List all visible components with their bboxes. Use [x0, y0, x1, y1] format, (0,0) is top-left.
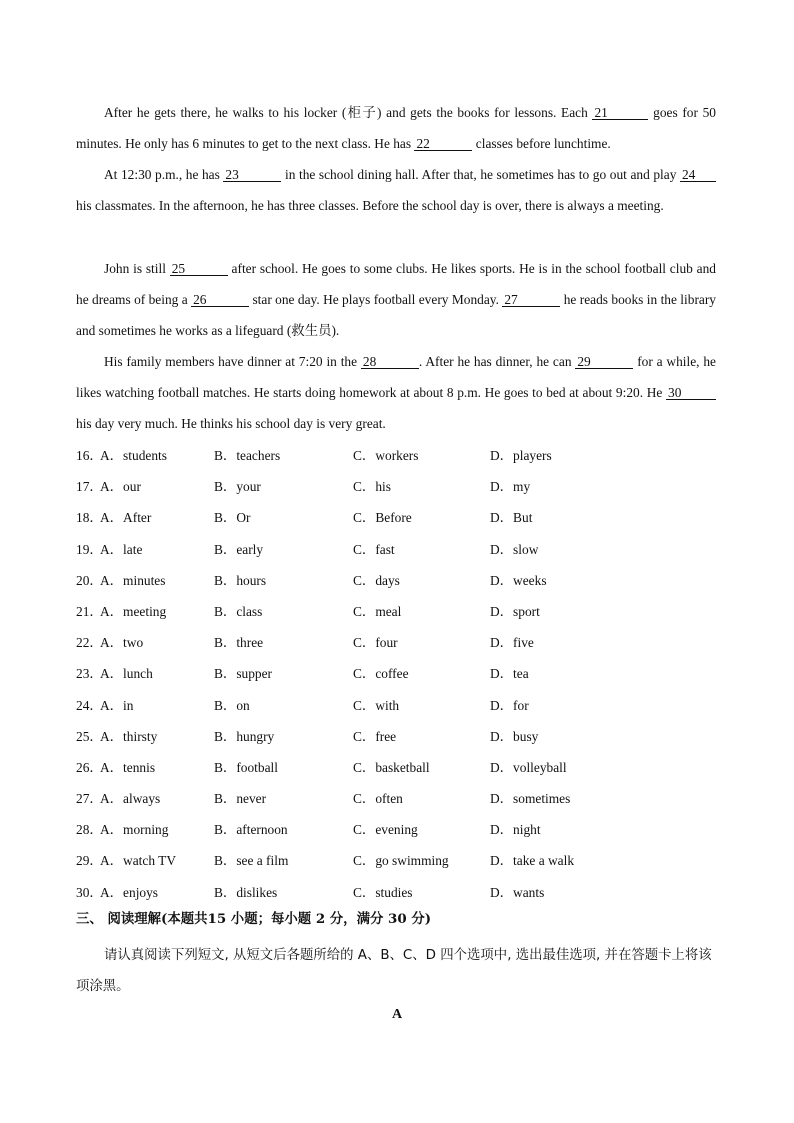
option-d: D．sport	[490, 603, 540, 619]
option-d: D．my	[490, 479, 531, 495]
option-a: A．lunch	[100, 666, 153, 682]
option-b: B．three	[214, 635, 264, 651]
text: After he gets there, he walks to his locker (柜子) and gets the books for lessons. Each	[104, 105, 593, 120]
blank-21: 21	[592, 106, 648, 120]
blank-27: 27	[502, 293, 560, 307]
option-a: A．morning	[100, 822, 169, 838]
option-b: B．hours	[214, 572, 267, 588]
option-b: B．early	[214, 541, 264, 557]
option-d: D．take a walk	[490, 853, 575, 869]
option-c: C．coffee	[353, 666, 409, 682]
option-c: C．meal	[353, 603, 402, 619]
section-heading: 三、 阅读理解(本题共15 小题；每小题 2 分，满分 30 分)	[76, 911, 432, 927]
option-d: D．five	[490, 635, 534, 651]
text: for a while, he likes watching football matches. He starts doing homework at about 8 p.m. He goes to bed at about 9:20. He	[76, 354, 716, 401]
option-b: B．teachers	[214, 448, 281, 463]
option-b: B．dislikes	[214, 884, 278, 900]
question-row	[76, 502, 716, 533]
question-number: 17．	[76, 479, 103, 495]
blank-23: 23	[223, 168, 281, 182]
option-c: C．go swimming	[353, 853, 449, 869]
text: At 12:30 p.m., he has	[104, 167, 224, 182]
text: his classmates. In the afternoon, he has three classes. Before the school day is over, there is always a meeting.	[76, 198, 664, 214]
answer-options	[76, 440, 716, 908]
text: John is still	[104, 261, 170, 276]
option-b: B．Or	[214, 510, 251, 526]
option-b: B．supper	[214, 666, 273, 682]
question-number: 21．	[76, 603, 103, 619]
question-row	[76, 814, 716, 845]
option-c: C．fast	[353, 541, 395, 557]
paragraph-after-school	[76, 253, 716, 347]
option-a: A．always	[100, 791, 161, 807]
option-d: D．weeks	[490, 572, 547, 588]
blank-25: 25	[170, 262, 228, 276]
blank-24: 24	[680, 168, 716, 182]
question-row	[76, 658, 716, 689]
question-number: 30．	[76, 884, 103, 900]
option-c: C．days	[353, 572, 400, 588]
blank-30: 30	[666, 386, 716, 400]
question-row	[76, 690, 716, 721]
option-d: D．busy	[490, 728, 539, 744]
option-d: D．night	[490, 822, 541, 838]
question-row	[76, 471, 716, 502]
blank-28: 28	[361, 355, 419, 369]
paragraph-evening	[76, 346, 716, 440]
option-a: A．After	[100, 510, 152, 526]
option-b: B．your	[214, 479, 261, 495]
option-c: C．workers	[353, 448, 419, 463]
option-c: C．basketball	[353, 759, 430, 775]
option-a: A．in	[100, 697, 134, 713]
option-a: A．minutes	[100, 572, 166, 588]
option-c: C．with	[353, 697, 400, 713]
option-a: A．enjoys	[100, 884, 159, 900]
question-number: 23．	[76, 666, 103, 682]
option-a: A．tennis	[100, 759, 156, 775]
question-row	[76, 627, 716, 658]
question-row	[76, 752, 716, 783]
option-a: A．thirsty	[100, 728, 158, 744]
text: he reads books in the library and sometimes he works as a lifeguard (救生员).	[76, 292, 716, 339]
question-number: 29．	[76, 853, 103, 869]
option-a: A．meeting	[100, 603, 167, 619]
section-instruction	[76, 940, 716, 1002]
blank-29: 29	[575, 355, 633, 369]
option-c: C．often	[353, 791, 403, 807]
paragraph-lunch	[76, 159, 716, 221]
question-number: 25．	[76, 728, 103, 744]
option-b: B．see a film	[214, 853, 289, 869]
question-row	[76, 440, 716, 471]
option-b: B．afternoon	[214, 822, 288, 838]
question-number: 18．	[76, 510, 103, 526]
option-c: C．his	[353, 479, 391, 495]
question-number: 26．	[76, 759, 103, 775]
option-d: D．slow	[490, 541, 539, 557]
option-a: A．two	[100, 635, 144, 651]
text: in the school dining hall. After that, he sometimes has to go out and play	[281, 167, 680, 182]
question-number: 19．	[76, 541, 103, 557]
option-b: B．never	[214, 791, 267, 807]
option-d: D．wants	[490, 884, 545, 900]
option-b: B．class	[214, 603, 263, 619]
option-a: A．late	[100, 541, 143, 557]
question-number: 20．	[76, 572, 103, 588]
option-c: C．studies	[353, 884, 413, 900]
question-row	[76, 783, 716, 814]
option-a: A．our	[100, 479, 141, 495]
passage-label: A	[391, 1007, 403, 1022]
question-row	[76, 877, 716, 908]
question-number: 16．	[76, 448, 103, 463]
option-c: C．four	[353, 635, 398, 651]
text: goes for 50 minutes. He only has 6 minutes to get to the next class. He has	[76, 105, 716, 152]
question-row	[76, 534, 716, 565]
instruction-text: 请认真阅读下列短文, 从短文后各题所给的 A、B、C、D 四个选项中, 选出最佳选项, 并在答题卡上将该项涂黑。	[76, 948, 712, 994]
text: star one day. He plays football every Monday.	[249, 292, 503, 308]
question-number: 27．	[76, 791, 103, 807]
option-c: C．evening	[353, 822, 418, 838]
option-a: A．watch TV	[100, 853, 176, 869]
option-d: D．sometimes	[490, 791, 571, 807]
paragraph-locker	[76, 97, 716, 159]
text: . After he has dinner, he can	[418, 354, 576, 369]
question-number: 24．	[76, 697, 103, 713]
text: his day very much. He thinks his school day is very great.	[76, 416, 386, 432]
option-b: B．football	[214, 759, 278, 775]
option-d: D．But	[490, 510, 533, 526]
option-d: D．tea	[490, 666, 529, 682]
option-d: D．players	[490, 448, 552, 463]
option-d: D．for	[490, 697, 529, 713]
option-b: B．hungry	[214, 728, 275, 744]
text: His family members have dinner at 7:20 in the	[104, 354, 361, 369]
question-number: 22．	[76, 635, 103, 651]
option-b: B．on	[214, 697, 250, 713]
question-row	[76, 596, 716, 627]
option-d: D．volleyball	[490, 759, 567, 775]
option-c: C．Before	[353, 510, 412, 526]
text: classes before lunchtime.	[472, 136, 611, 152]
blank-22: 22	[414, 137, 472, 151]
blank-26: 26	[191, 293, 249, 307]
question-number: 28．	[76, 822, 103, 838]
option-a: A．students	[100, 448, 167, 463]
text: after school. He goes to some clubs. He likes sports. He is in the school football club and he dreams of being a	[76, 261, 716, 308]
question-row	[76, 721, 716, 752]
question-row	[76, 565, 716, 596]
question-row	[76, 845, 716, 876]
option-c: C．free	[353, 728, 397, 744]
